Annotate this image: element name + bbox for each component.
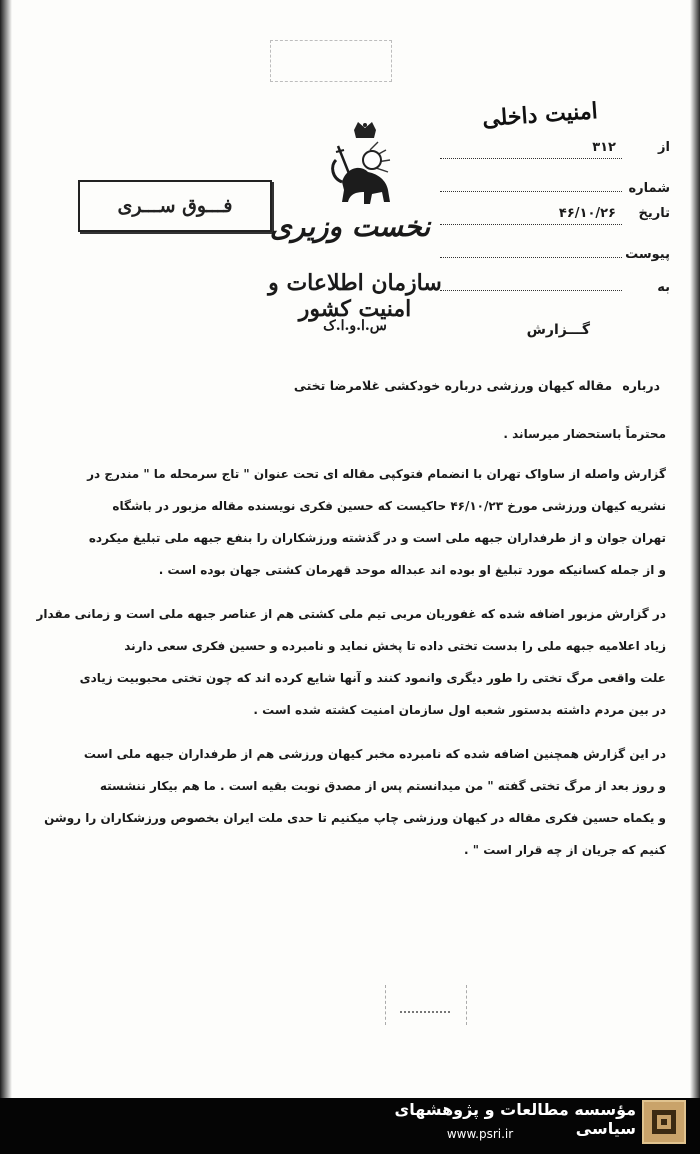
greeting-line: محترماً باستحضار میرساند . xyxy=(503,427,666,441)
classification-stamp: فـــوق ســـری xyxy=(78,180,272,232)
meta-label: از xyxy=(658,140,670,155)
body-line: زیاد اعلامیه جبهه ملی را بدست تختی داده تا پخش نماید و نامبرده و حسین فکری سعی دارند xyxy=(124,639,666,653)
subject-label: درباره xyxy=(622,378,660,393)
metadata-fields xyxy=(440,140,670,305)
meta-value xyxy=(440,173,622,192)
report-label: گـــزارش xyxy=(526,322,590,338)
institute-url[interactable]: www.psri.ir xyxy=(446,1127,514,1141)
meta-row-number xyxy=(440,173,670,206)
meta-value: ۴۶/۱۰/۲۶ xyxy=(440,206,622,225)
page-edge-right xyxy=(690,0,700,1154)
reference-code: س.ا.و.ا.ک xyxy=(323,318,387,334)
faint-signature-stamp xyxy=(385,985,467,1025)
meta-label: به xyxy=(657,280,670,295)
subject-line xyxy=(150,378,660,393)
body-line: کنیم که جریان از چه قرار است " . xyxy=(464,843,666,857)
body-line: و روز بعد از مرگ تختی گفته " من میدانستم پس از مصدق نوبت بقیه است . ما هم بیکار ننشسته xyxy=(99,779,666,793)
body-line: نشریه کیهان ورزشی مورخ ۴۶/۱۰/۲۳ حاکیست که حسین فکری نویسنده مقاله مزبور در باشگاه xyxy=(112,499,666,513)
body-line: علت واقعی مرگ تختی را طور دیگری وانمود کنند و آنها شایع کرده اند که چون تختی محبوبیت زیادی xyxy=(79,671,666,685)
subject-text: مقاله کیهان ورزشی درباره خودکشی غلامرضا تختی xyxy=(293,378,613,393)
title-savak: سازمان اطلاعات و امنیت کشور xyxy=(268,270,442,322)
security-classification: امنیت داخلی xyxy=(481,98,599,133)
body-line: تهران جوان و از طرفداران جبهه ملی است و در گذشته ورزشکاران را بنفع جبهه ملی تبلیغ میکرده xyxy=(88,531,666,545)
body-line: در این گزارش همچنین اضافه شده که نامبرده مخبر کیهان ورزشی هم از طرفداران جبهه ملی است xyxy=(83,747,666,761)
institute-name: مؤسسه مطالعات و پژوهشهای سیاسی xyxy=(394,1100,636,1138)
meta-value xyxy=(440,239,622,258)
body-line: و یکماه حسین فکری مقاله در کیهان ورزشی چاپ میکنیم تا حدی ملت ایران بخصوص ورزشکاران را روشن xyxy=(44,811,666,825)
meta-row-date xyxy=(440,206,670,239)
faint-top-stamp xyxy=(270,40,392,82)
meta-row-attachment xyxy=(440,239,670,272)
meta-row-from xyxy=(440,140,670,173)
page-edge-left xyxy=(0,0,12,1154)
lion-and-sun-emblem-icon xyxy=(320,120,410,220)
meta-label: تاریخ xyxy=(638,206,670,221)
report-body xyxy=(32,418,666,866)
body-line: در بین مردم داشته بدستور شعبه اول سازمان امنیت کشته شده است . xyxy=(253,703,666,717)
meta-value: ۳۱۲ xyxy=(440,140,622,159)
title-prime-ministry: نخست وزیری xyxy=(269,210,431,243)
body-line: گزارش واصله از ساواک تهران با انضمام فتوکپی مقاله ای تحت عنوان " تاج سرمحله ما " مندرج در xyxy=(87,467,666,481)
meta-label: پیوست xyxy=(625,247,670,262)
psri-logo-icon xyxy=(642,1100,686,1144)
meta-label: شماره xyxy=(628,181,670,196)
body-line: و از جمله کسانیکه مورد تبلیغ او بوده اند عبداله موحد قهرمان کشتی جهان بوده است . xyxy=(158,563,666,577)
meta-row-to xyxy=(440,272,670,305)
body-line: در گزارش مزبور اضافه شده که غفوریان مربی تیم ملی کشتی هم از عناصر جبهه ملی است و زمانی مقدار xyxy=(36,607,666,621)
meta-value xyxy=(440,272,622,291)
